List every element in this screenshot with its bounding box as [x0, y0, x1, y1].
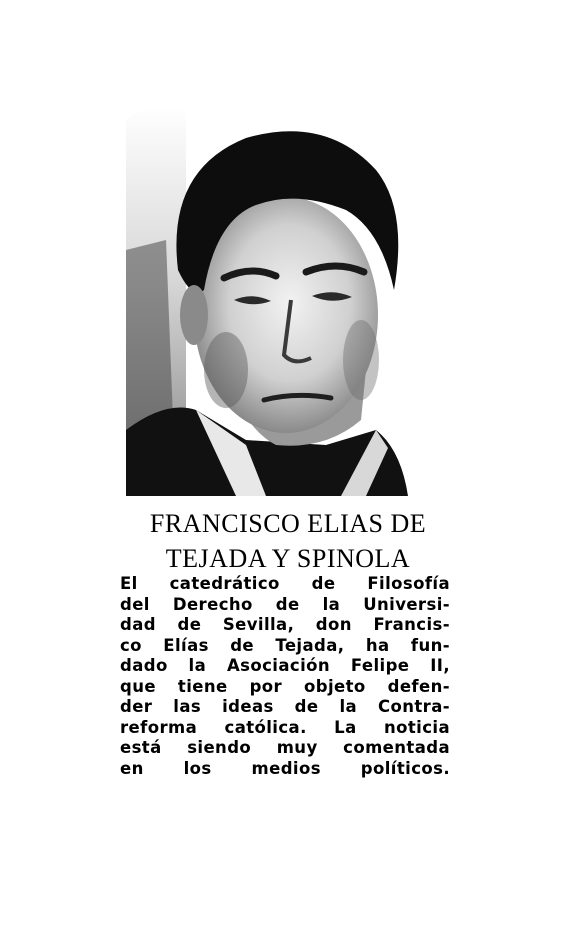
body-line: dad de Sevilla, don Francis- [120, 615, 450, 634]
body-line: está siendo muy comentada [120, 738, 450, 757]
headline-line: FRANCISCO ELIAS DE [149, 509, 427, 538]
body-line: co Elías de Tejada, ha fun- [120, 635, 450, 655]
body-line: del Derecho de la Universi- [120, 594, 450, 614]
headline-line: TEJADA Y SPINOLA [165, 544, 411, 573]
headline [118, 506, 458, 576]
body-line: der las ideas de la Contra- [120, 697, 450, 716]
portrait-photo [126, 100, 408, 496]
body-line: en los medios políticos. [120, 758, 450, 778]
body-line: dado la Asociación Felipe II, [120, 656, 450, 675]
body-line: que tiene por objeto defen- [120, 676, 450, 696]
portrait-image [126, 100, 408, 496]
article-body [120, 574, 450, 779]
body-line: El catedrático de Filosofía [120, 574, 450, 593]
body-line: reforma católica. La noticia [120, 717, 450, 737]
